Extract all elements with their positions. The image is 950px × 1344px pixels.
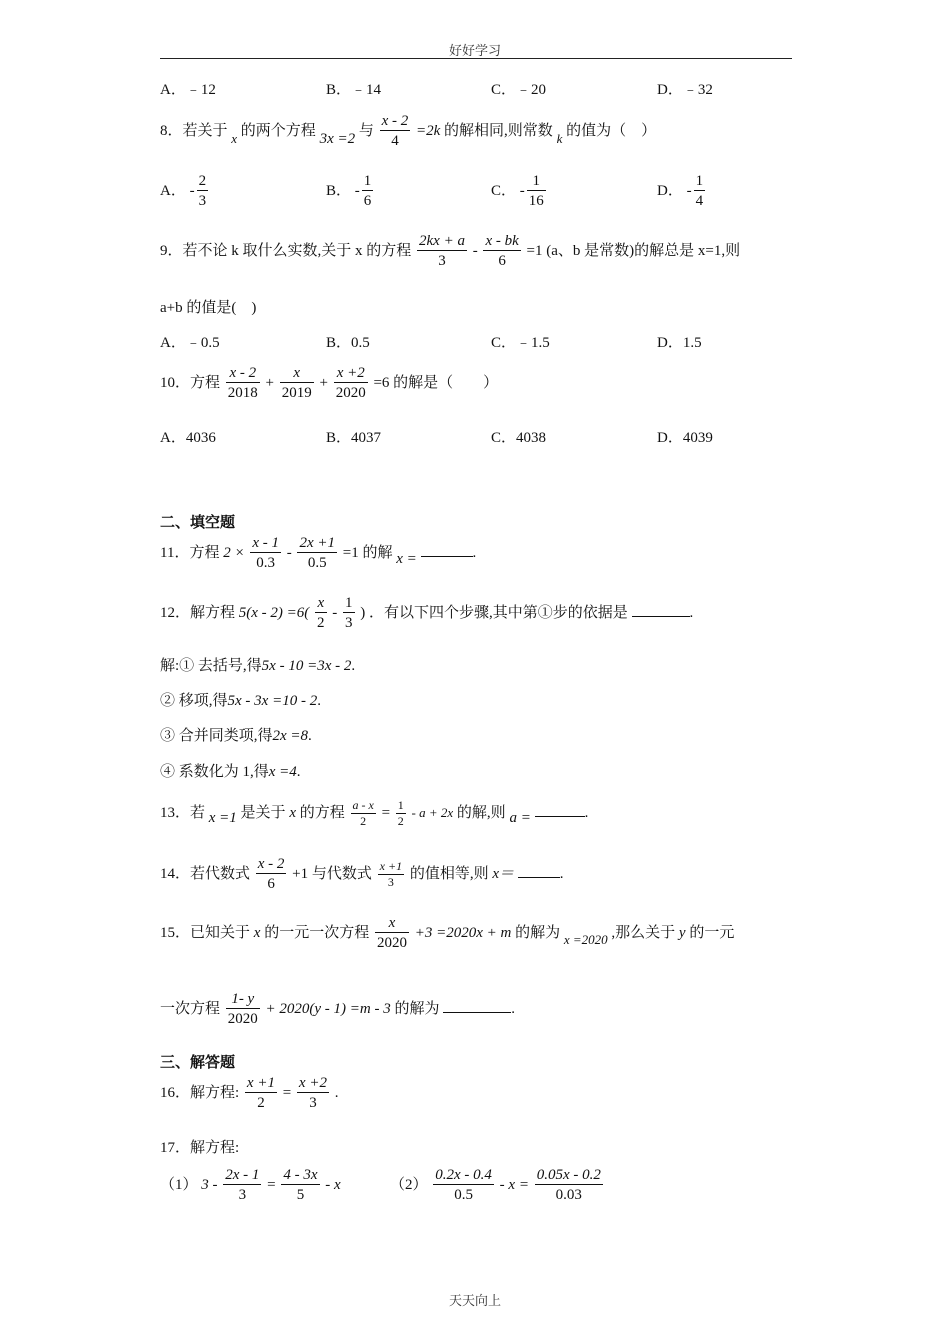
page-header: 好好学习	[449, 43, 502, 58]
question-9-line2: a+b 的值是( )	[160, 300, 257, 316]
answer-blank-15[interactable]	[443, 1000, 511, 1013]
question-10: 10．方程 $\frac{x - 2}{2018}$ + $\frac{x}{2019}$ + $\frac{x +2}{2020}$ =6 的解是（ ）	[160, 365, 499, 401]
question-17-part-1: （1） 3 - $\frac{2x - 1}{3}$ = $\frac{4 - 3x}{5}$ - x	[160, 1167, 341, 1203]
q8-option-d: D． - $\frac{1}{4}$	[657, 173, 704, 209]
section-solve-title: 三、解答题	[160, 1053, 236, 1071]
question-13: 13．若 x =1 是关于 x 的方程 $\frac{a - x}{2}$ = $\frac{1}{2}$ - a + 2x 的解,则 a = .	[160, 798, 589, 828]
q7-option-a: A．﹣12	[160, 82, 216, 98]
q10-option-d: D．4039	[657, 430, 713, 446]
q8-fraction: $\frac{x - 2}{4}$	[381, 113, 409, 149]
q10-option-b: B．4037	[326, 430, 382, 446]
answer-blank-12[interactable]	[632, 604, 690, 617]
q9-option-c: C．﹣1.5	[491, 335, 550, 351]
q9-option-d: D．1.5	[657, 335, 702, 351]
question-17-title: 17．解方程:	[160, 1140, 240, 1156]
q8-option-b: B． - $\frac{1}{6}$	[326, 173, 372, 209]
q12-step-2: ② 移项,得5x - 3x =10 - 2.	[160, 693, 321, 709]
q8-option-a: A． - $\frac{2}{3}$	[160, 173, 207, 209]
section-fill-blank-title: 二、填空题	[160, 513, 236, 531]
page-footer: 天天向上	[449, 1293, 502, 1308]
q7-option-c: C．﹣20	[491, 82, 547, 98]
answer-blank-13[interactable]	[535, 804, 585, 817]
q12-step-1: 解:① 去括号,得5x - 10 =3x - 2.	[160, 658, 356, 674]
question-12: 12．解方程 5(x - 2) =6( $\frac{x}{2}$ - $\frac{1}{3}$ ) ．有以下四个步骤,其中第①步的依据是 .	[160, 595, 694, 631]
header-rule	[160, 58, 792, 59]
q9-option-a: A．﹣0.5	[160, 335, 220, 351]
question-15-line2: 一次方程 $\frac{1- y}{2020}$ + 2020(y - 1) =m - 3 的解为 .	[160, 991, 515, 1027]
q12-step-4: ④ 系数化为 1,得x =4.	[160, 764, 301, 780]
q8-option-c: C． - $\frac{1}{16}$	[491, 173, 544, 209]
answer-blank-14[interactable]	[518, 865, 560, 878]
q10-option-c: C．4038	[491, 430, 547, 446]
q10-option-a: A．4036	[160, 430, 216, 446]
question-8: 8．若关于 x 的两个方程 3x =2 与 $\frac{x - 2}{4}$ =2k 的解相同,则常数 k 的值为（ ）	[160, 113, 657, 149]
q7-option-b: B．﹣14	[326, 82, 382, 98]
question-17-part-2: （2） $\frac{0.2x - 0.4}{0.5}$ - x = $\frac{0.05x - 0.2}{0.03}$	[390, 1167, 601, 1203]
question-16: 16．解方程: $\frac{x +1}{2}$ = $\frac{x +2}{3}$ .	[160, 1075, 339, 1111]
q7-option-d: D．﹣32	[657, 82, 713, 98]
q9-option-b: B．0.5	[326, 335, 370, 351]
question-15: 15．已知关于 x 的一元一次方程 $\frac{x}{2020}$ +3 =2020x + m 的解为 x =2020 ,那么关于 y 的一元	[160, 915, 735, 951]
question-9: 9．若不论 k 取什么实数,关于 x 的方程 $\frac{2kx + a}{3}$ - $\frac{x - bk}{6}$ =1 (a、b 是常数)的解总是 x=1,则	[160, 233, 741, 269]
answer-blank-11[interactable]	[421, 544, 473, 557]
q12-step-3: ③ 合并同类项,得2x =8.	[160, 728, 312, 744]
question-14: 14．若代数式 $\frac{x - 2}{6}$ +1 与代数式 $\frac{x +1}{3}$ 的值相等,则 x＝ .	[160, 856, 564, 892]
question-11: 11．方程 2 × $\frac{x - 1}{0.3}$ - $\frac{2x +1}{0.5}$ =1 的解 x = .	[160, 535, 477, 571]
